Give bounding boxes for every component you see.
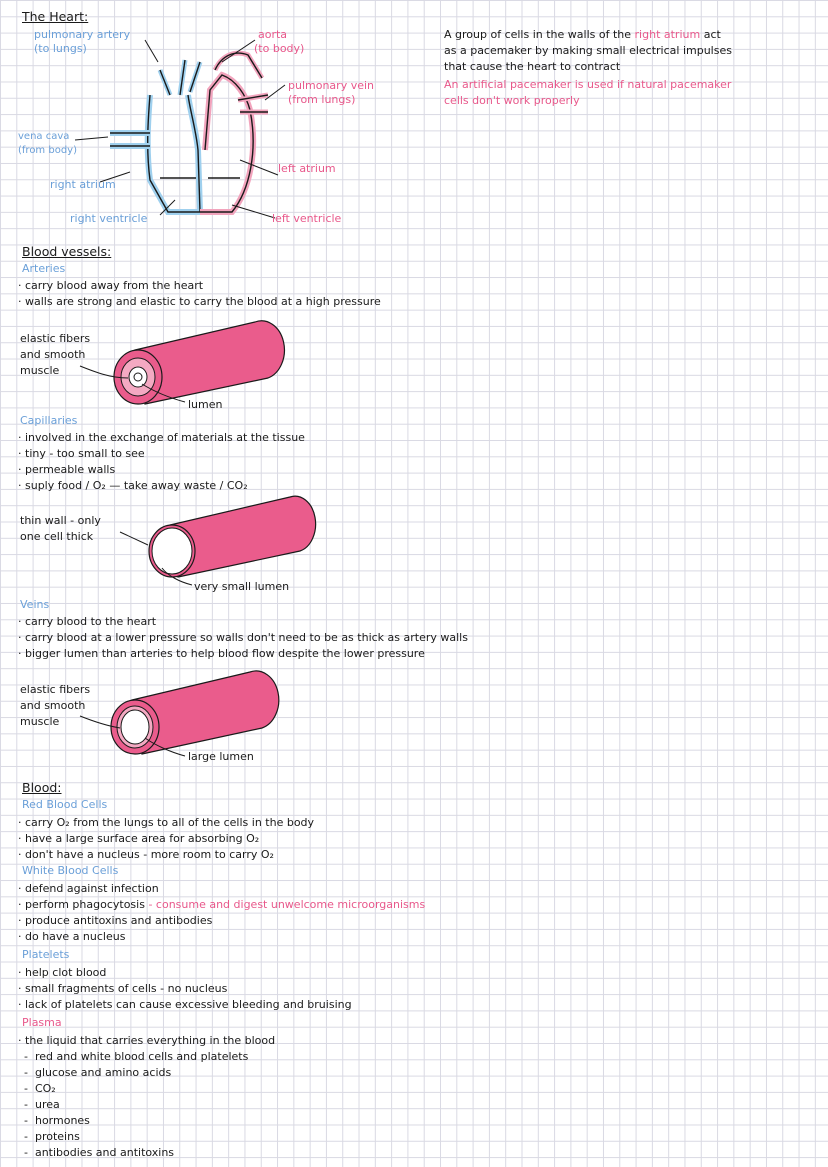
vein-wall-label-1: elastic fibers <box>20 683 91 696</box>
rbc-point-2: · have a large surface area for absorbing O₂ <box>18 832 260 845</box>
pulmonary-vein-label: pulmonary vein <box>288 79 375 92</box>
pulmonary-artery-label: pulmonary artery <box>34 28 131 41</box>
rbc-point-1: · carry O₂ from the lungs to all of the cells in the body <box>18 816 315 829</box>
left-ventricle-label: left ventricle <box>272 212 342 225</box>
pacemaker-line-4: An artificial pacemaker is used if natural pacemaker <box>444 78 732 91</box>
vein-wall-label-2: and smooth <box>20 699 86 712</box>
pacemaker-line-3: that cause the heart to contract <box>444 60 621 73</box>
to-lungs-label: (to lungs) <box>34 42 87 55</box>
wbc-point-2: · perform phagocytosis - consume and digest unwelcome microorganisms <box>18 898 426 911</box>
capillaries-heading: Capillaries <box>20 414 78 427</box>
platelets-heading: Platelets <box>22 948 70 961</box>
artery-wall-label-2: and smooth <box>20 348 86 361</box>
platelets-point-3: · lack of platelets can cause excessive bleeding and bruising <box>18 998 352 1011</box>
veins-point-3: · bigger lumen than arteries to help blood flow despite the lower pressure <box>18 647 425 660</box>
plasma-intro: · the liquid that carries everything in the blood <box>18 1034 276 1047</box>
capillaries-point-3: · permeable walls <box>18 463 116 476</box>
plasma-item: - hormones <box>24 1114 90 1127</box>
arteries-point-1: · carry blood away from the heart <box>18 279 204 292</box>
arteries-heading: Arteries <box>22 262 66 275</box>
artery-lumen-label: lumen <box>188 398 223 411</box>
plasma-item: - proteins <box>24 1130 80 1143</box>
rbc-heading: Red Blood Cells <box>22 798 108 811</box>
platelets-point-1: · help clot blood <box>18 966 107 979</box>
capillaries-point-4: · suply food / O₂ — take away waste / CO₂ <box>18 479 248 492</box>
vein-wall-label-3: muscle <box>20 715 60 728</box>
wbc-point-4: · do have a nucleus <box>18 930 126 943</box>
from-body-label: (from body) <box>18 145 77 156</box>
pacemaker-line-2: as a pacemaker by making small electrical impulses <box>444 44 732 57</box>
capillary-lumen-label: very small lumen <box>194 580 290 593</box>
veins-point-1: · carry blood to the heart <box>18 615 157 628</box>
capillary-wall-label-2: one cell thick <box>20 530 94 543</box>
vein-lumen-label: large lumen <box>188 750 254 763</box>
from-lungs-label: (from lungs) <box>288 93 356 106</box>
capillaries-point-2: · tiny - too small to see <box>18 447 145 460</box>
plasma-item: - glucose and amino acids <box>24 1066 172 1079</box>
wbc-point-3: · produce antitoxins and antibodies <box>18 914 213 927</box>
plasma-item: - CO₂ <box>24 1082 56 1095</box>
capillary-wall-label-1: thin wall - only <box>20 514 101 527</box>
right-ventricle-label: right ventricle <box>70 212 148 225</box>
veins-heading: Veins <box>20 598 50 611</box>
arteries-point-2: · walls are strong and elastic to carry the blood at a high pressure <box>18 295 381 308</box>
plasma-item: - urea <box>24 1098 60 1111</box>
vena-cava-label: vena cava <box>18 131 70 142</box>
plasma-item: - antibodies and antitoxins <box>24 1146 175 1159</box>
plasma-item: - red and white blood cells and platelets <box>24 1050 249 1063</box>
capillaries-point-1: · involved in the exchange of materials at the tissue <box>18 431 305 444</box>
pacemaker-line-5: cells don't work properly <box>444 94 580 107</box>
vessels-title: Blood vessels: <box>22 244 112 259</box>
plasma-heading: Plasma <box>22 1016 62 1029</box>
platelets-point-2: · small fragments of cells - no nucleus <box>18 982 228 995</box>
aorta-label: aorta <box>258 28 288 41</box>
pacemaker-line-1: A group of cells in the walls of the right atrium act <box>444 28 721 41</box>
blood-title: Blood: <box>22 780 62 795</box>
heart-title: The Heart: <box>22 9 89 24</box>
artery-wall-label-1: elastic fibers <box>20 332 91 345</box>
rbc-point-3: · don't have a nucleus - more room to carry O₂ <box>18 848 274 861</box>
wbc-heading: White Blood Cells <box>22 864 119 877</box>
artery-wall-label-3: muscle <box>20 364 60 377</box>
wbc-point-1: · defend against infection <box>18 882 159 895</box>
left-atrium-label: left atrium <box>278 162 336 175</box>
veins-point-2: · carry blood at a lower pressure so walls don't need to be as thick as artery walls <box>18 631 468 644</box>
right-atrium-label: right atrium <box>50 178 116 191</box>
to-body-label: (to body) <box>254 42 305 55</box>
